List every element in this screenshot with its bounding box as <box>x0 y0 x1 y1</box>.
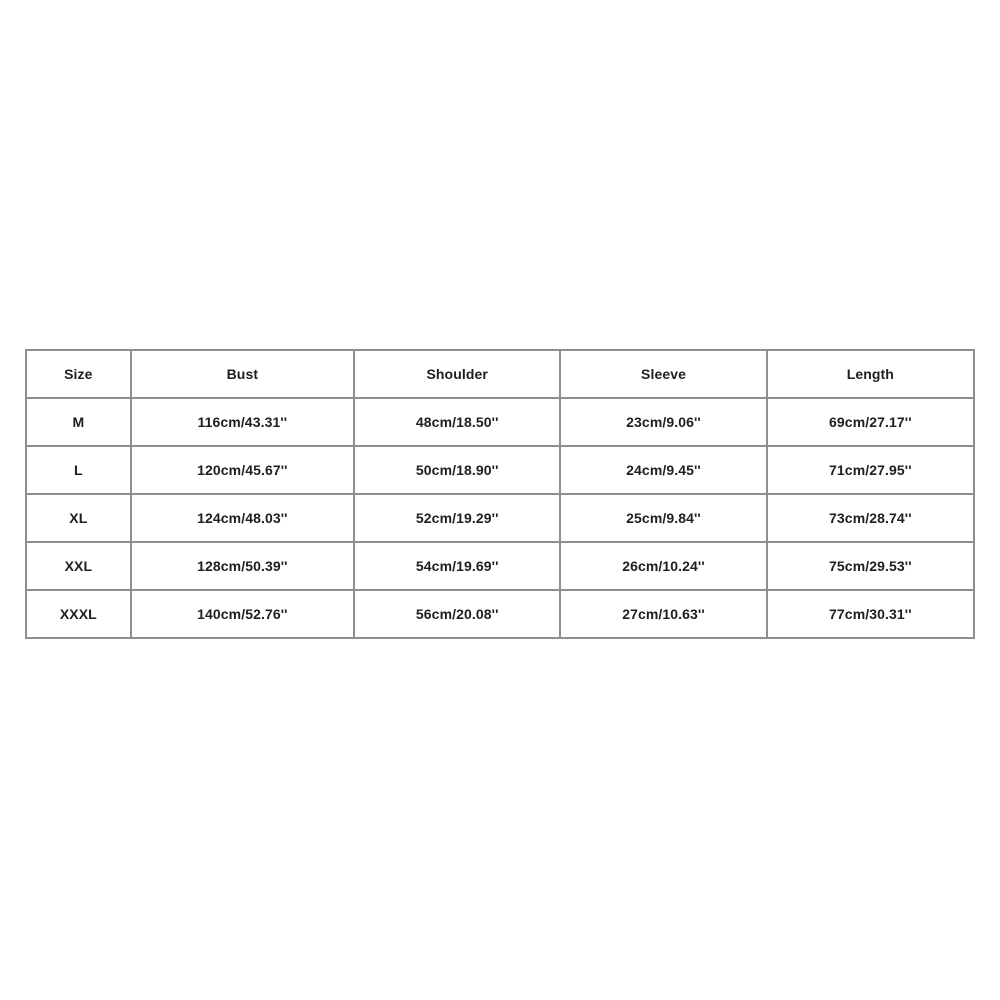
cell-length: 71cm/27.95'' <box>767 446 974 494</box>
header-shoulder: Shoulder <box>354 350 560 398</box>
cell-sleeve: 27cm/10.63'' <box>560 590 766 638</box>
cell-size: XXL <box>26 542 131 590</box>
cell-shoulder: 52cm/19.29'' <box>354 494 560 542</box>
cell-sleeve: 26cm/10.24'' <box>560 542 766 590</box>
cell-bust: 140cm/52.76'' <box>131 590 354 638</box>
table-row <box>26 590 974 638</box>
cell-bust: 120cm/45.67'' <box>131 446 354 494</box>
cell-sleeve: 23cm/9.06'' <box>560 398 766 446</box>
header-bust: Bust <box>131 350 354 398</box>
cell-size: XL <box>26 494 131 542</box>
cell-shoulder: 48cm/18.50'' <box>354 398 560 446</box>
table-row <box>26 446 974 494</box>
cell-shoulder: 54cm/19.69'' <box>354 542 560 590</box>
cell-length: 69cm/27.17'' <box>767 398 974 446</box>
table-header <box>26 350 974 398</box>
table-row <box>26 398 974 446</box>
cell-bust: 116cm/43.31'' <box>131 398 354 446</box>
header-sleeve: Sleeve <box>560 350 766 398</box>
cell-length: 75cm/29.53'' <box>767 542 974 590</box>
cell-bust: 124cm/48.03'' <box>131 494 354 542</box>
cell-shoulder: 50cm/18.90'' <box>354 446 560 494</box>
cell-sleeve: 24cm/9.45'' <box>560 446 766 494</box>
cell-sleeve: 25cm/9.84'' <box>560 494 766 542</box>
header-length: Length <box>767 350 974 398</box>
cell-shoulder: 56cm/20.08'' <box>354 590 560 638</box>
header-size: Size <box>26 350 131 398</box>
cell-bust: 128cm/50.39'' <box>131 542 354 590</box>
cell-length: 77cm/30.31'' <box>767 590 974 638</box>
cell-size: L <box>26 446 131 494</box>
cell-length: 73cm/28.74'' <box>767 494 974 542</box>
header-row <box>26 350 974 398</box>
table-row <box>26 494 974 542</box>
cell-size: M <box>26 398 131 446</box>
table-row <box>26 542 974 590</box>
cell-size: XXXL <box>26 590 131 638</box>
table-body <box>26 398 974 638</box>
size-chart-table <box>25 349 975 639</box>
